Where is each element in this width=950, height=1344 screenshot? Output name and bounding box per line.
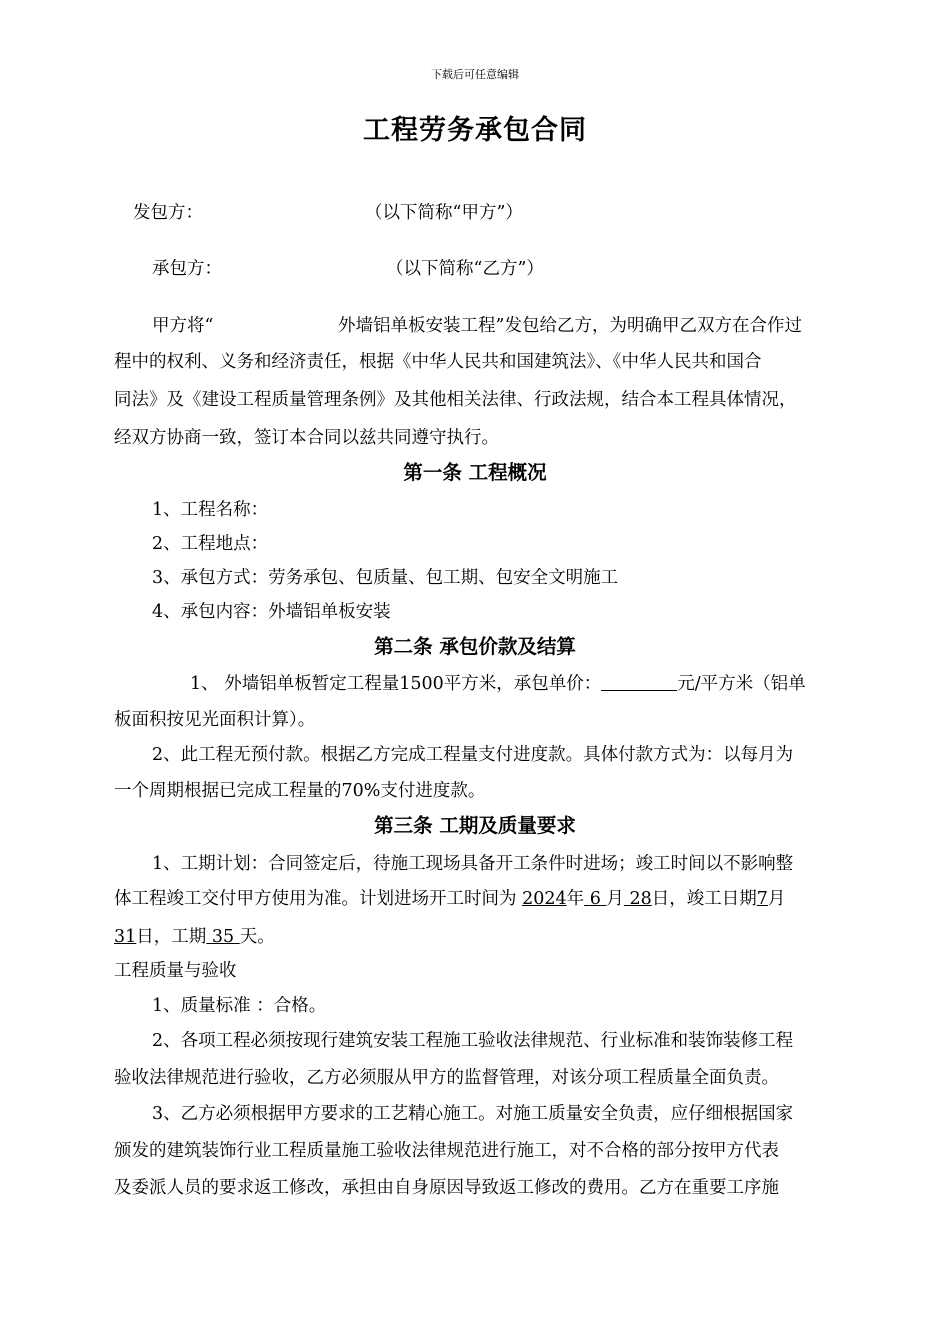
end-month: 7	[756, 889, 768, 909]
intro-line-2: 程中的权利、义务和经济责任，根据《中华人民共和国建筑法》、《中华人民共和国合	[114, 352, 762, 372]
art2-p1-line-2: 板面积按见光面积计算）。	[114, 710, 316, 730]
intro-line-4: 经双方协商一致，签订本合同以兹共同遵守执行。	[114, 428, 499, 448]
quality-item-2-line-1: 2、各项工程必须按现行建筑安装工程施工验收法律规范、行业标准和装饰装修工程	[152, 1031, 794, 1051]
duration-unit: 天。	[239, 927, 275, 947]
art2-p1-unit: 元/平方米（铝单	[677, 674, 806, 694]
art3-s1-line-3	[114, 925, 275, 949]
start-month: 6	[589, 889, 601, 909]
contractor-alias: （以下简称“乙方”）	[386, 259, 544, 279]
art2-p2-line-1: 2、此工程无预付款。根据乙方完成工程量支付进度款。具体付款方式为：以每月为	[152, 745, 794, 765]
year-unit: 年	[566, 889, 585, 909]
art1-item-3: 3、承包方式：劳务承包、包质量、包工期、包安全文明施工	[152, 568, 619, 588]
quality-item-2-line-2: 验收法律规范进行验收，乙方必须服从甲方的监督管理，对该分项工程质量全面负责。	[114, 1068, 779, 1088]
quality-section-title: 工程质量与验收	[114, 961, 237, 981]
unit-price-blank	[601, 672, 677, 691]
art1-item-2: 2、工程地点：	[152, 534, 269, 554]
end-day: 31	[114, 927, 137, 947]
intro-line-1a: 甲方将“	[152, 316, 214, 336]
start-day: 28	[629, 889, 652, 909]
intro-line-3: 同法》及《建设工程质量管理条例》及其他相关法律、行政法规，结合本工程具体情况，	[114, 390, 797, 410]
article-2-heading: 第二条 承包价款及结算	[374, 635, 576, 658]
art3-s1-line-1: 1、工期计划：合同签定后，待施工现场具备开工条件时进场；竣工时间以不影响整	[152, 854, 794, 874]
art3-s1-line-2	[114, 887, 785, 911]
employer-alias: （以下简称“甲方”）	[365, 203, 523, 223]
quality-item-3-line-2: 颁发的建筑装饰行业工程质量施工验收法律规范进行施工，对不合格的部分按甲方代表	[114, 1141, 779, 1161]
day-unit: 日，竣工日期	[651, 889, 757, 909]
contractor-label: 承包方：	[152, 259, 222, 279]
quality-item-1: 1、质量标准 ：合格。	[152, 996, 327, 1016]
article-3-heading: 第三条 工期及质量要求	[374, 814, 576, 837]
month-unit: 月	[606, 889, 624, 909]
art1-item-4: 4、承包内容：外墙铝单板安装	[152, 602, 391, 622]
art2-p1-text: 1、 外墙铝单板暂定工程量1500平方米，承包单价：	[190, 674, 602, 694]
duration-days: 35	[211, 927, 235, 947]
employer-label: 发包方：	[133, 203, 203, 223]
quality-item-3-line-3: 及委派人员的要求返工修改，承担由自身原因导致返工修改的费用。乙方在重要工序施	[114, 1178, 779, 1198]
art1-item-1: 1、工程名称：	[152, 500, 269, 520]
schedule-text: 体工程竣工交付甲方使用为准。计划进场开工时间为	[114, 889, 523, 909]
header-note: 下载后可任意编辑	[431, 68, 519, 81]
start-year: 2024	[522, 889, 567, 909]
end-day-unit: 日，工期	[136, 927, 207, 947]
document-title: 工程劳务承包合同	[363, 115, 587, 146]
quality-item-3-line-1: 3、乙方必须根据甲方要求的工艺精心施工。对施工质量安全负责，应仔细根据国家	[152, 1104, 794, 1124]
intro-line-1b: 外墙铝单板安装工程”发包给乙方，为明确甲乙双方在合作过	[338, 316, 802, 336]
art2-p1-line-1	[190, 672, 806, 696]
end-month-unit: 月	[767, 889, 786, 909]
article-1-heading: 第一条 工程概况	[403, 461, 547, 484]
art2-p2-line-2: 一个周期根据已完成工程量的70%支付进度款。	[114, 781, 486, 801]
